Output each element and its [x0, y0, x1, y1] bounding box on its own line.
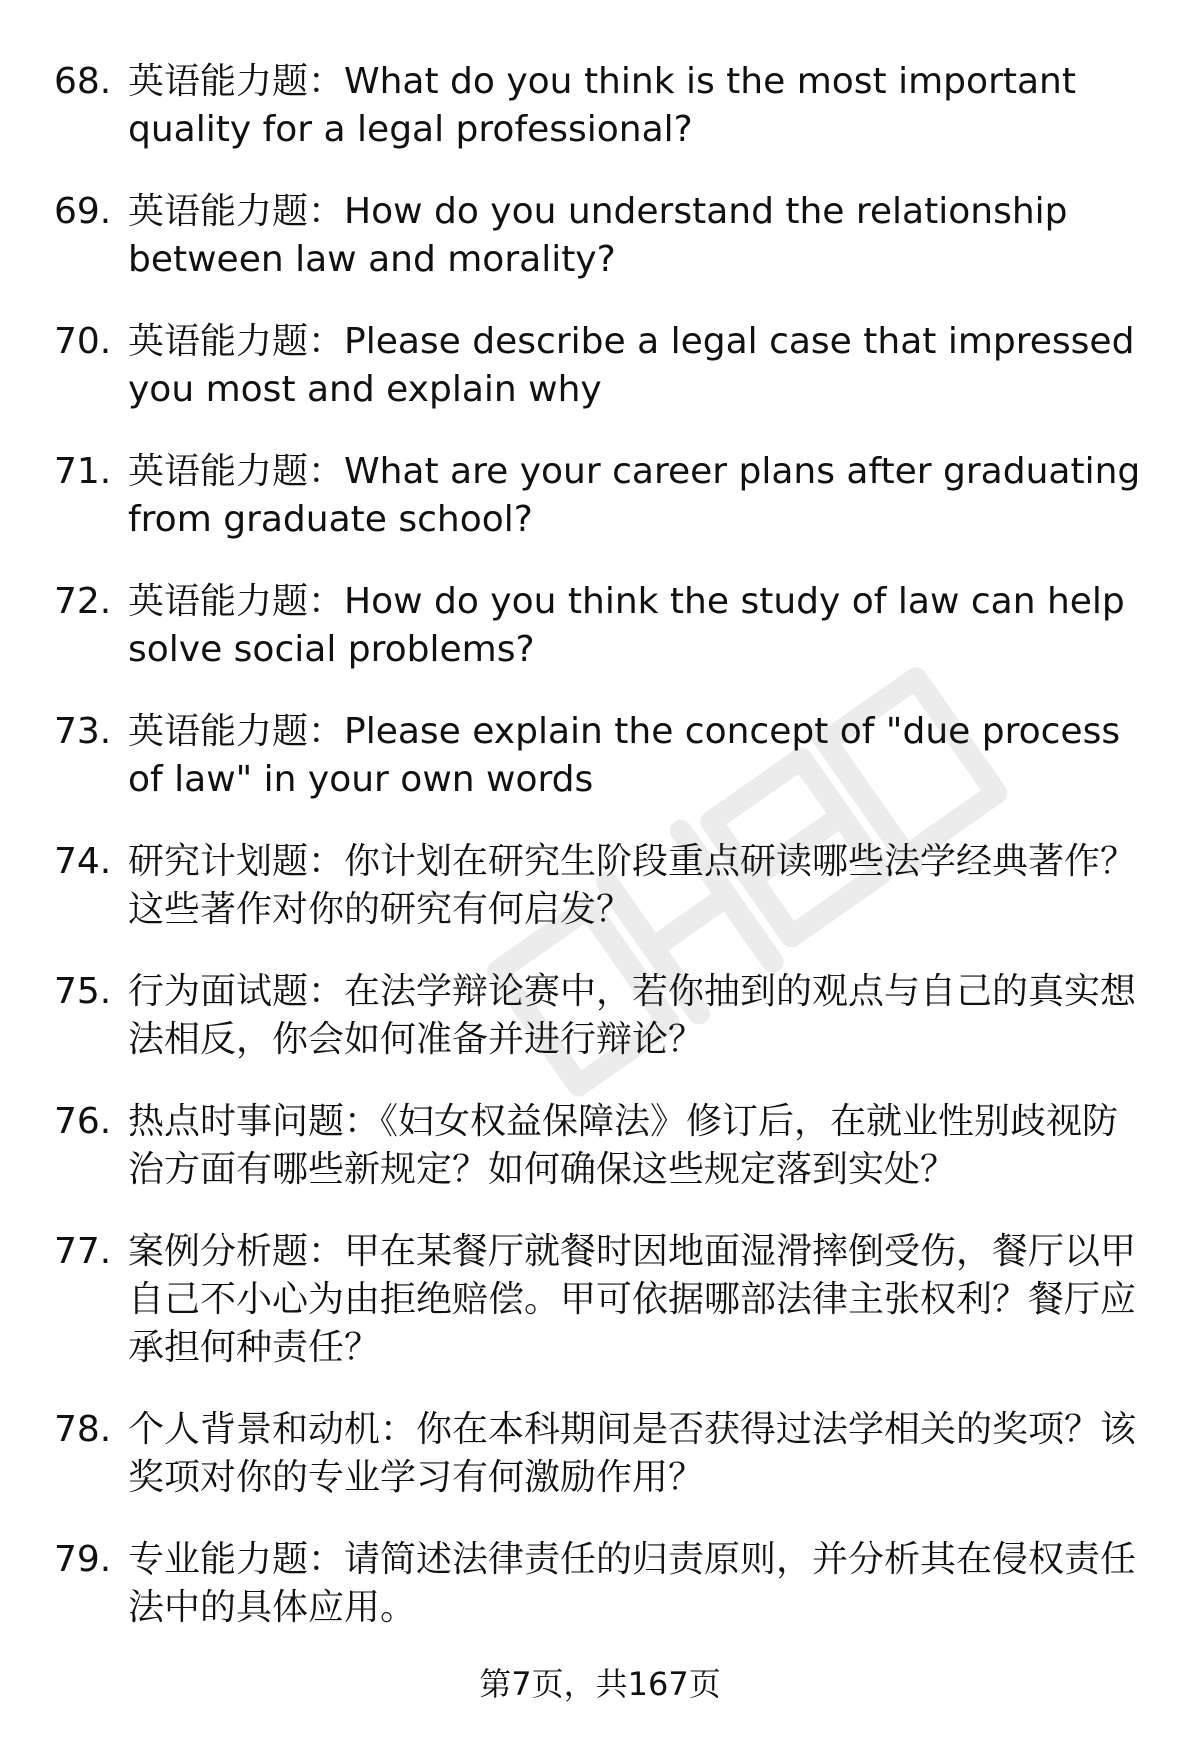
item-number: 79. — [54, 1539, 112, 1580]
list-item — [54, 188, 1144, 284]
item-number: 75. — [54, 971, 112, 1012]
item-text: 英语能力题：What are your career plans after graduating from graduate school? — [128, 451, 1141, 540]
item-text: 案例分析题：甲在某餐厅就餐时因地面湿滑摔倒受伤，餐厅以甲自己不小心为由拒绝赔偿。甲可依据哪部法律主张权利？餐厅应承担何种责任？ — [128, 1231, 1137, 1368]
item-number: 74. — [54, 841, 112, 882]
list-item — [54, 1406, 1144, 1502]
list-item — [54, 1098, 1144, 1194]
item-text: 英语能力题：Please describe a legal case that impressed you most and explain why — [128, 321, 1135, 410]
list-item — [54, 838, 1144, 934]
item-number: 72. — [54, 581, 112, 622]
item-text: 行为面试题：在法学辩论赛中，若你抽到的观点与自己的真实想法相反，你会如何准备并进行辩论？ — [128, 971, 1137, 1060]
item-number: 71. — [54, 451, 112, 492]
list-item — [54, 1536, 1144, 1632]
item-text: 英语能力题：What do you think is the most important quality for a legal professional? — [128, 61, 1076, 150]
list-item — [54, 968, 1144, 1064]
item-number: 77. — [54, 1231, 112, 1272]
item-text: 英语能力题：Please explain the concept of "due process of law" in your own words — [128, 711, 1121, 800]
item-text: 英语能力题：How do you understand the relationship between law and morality? — [128, 191, 1068, 280]
item-number: 76. — [54, 1101, 112, 1142]
page-footer — [0, 1662, 1200, 1706]
item-text: 热点时事问题：《妇女权益保障法》修订后，在就业性别歧视防治方面有哪些新规定？如何确保这些规定落到实处？ — [128, 1101, 1119, 1190]
list-item — [54, 578, 1144, 674]
page-number-label: 第7页，共167页 — [479, 1665, 721, 1703]
item-number: 68. — [54, 61, 112, 102]
item-number: 73. — [54, 711, 112, 752]
question-list — [54, 58, 1144, 1666]
item-text: 个人背景和动机：你在本科期间是否获得过法学相关的奖项？该奖项对你的专业学习有何激励作用？ — [128, 1409, 1137, 1498]
item-number: 70. — [54, 321, 112, 362]
item-number: 69. — [54, 191, 112, 232]
item-text: 专业能力题：请简述法律责任的归责原则，并分析其在侵权责任法中的具体应用。 — [128, 1539, 1137, 1628]
item-text: 英语能力题：How do you think the study of law can help solve social problems? — [128, 581, 1125, 670]
list-item — [54, 58, 1144, 154]
list-item — [54, 708, 1144, 804]
item-number: 78. — [54, 1409, 112, 1450]
list-item — [54, 448, 1144, 544]
item-text: 研究计划题：你计划在研究生阶段重点研读哪些法学经典著作？这些著作对你的研究有何启发？ — [128, 841, 1137, 930]
list-item — [54, 318, 1144, 414]
list-item — [54, 1228, 1144, 1372]
